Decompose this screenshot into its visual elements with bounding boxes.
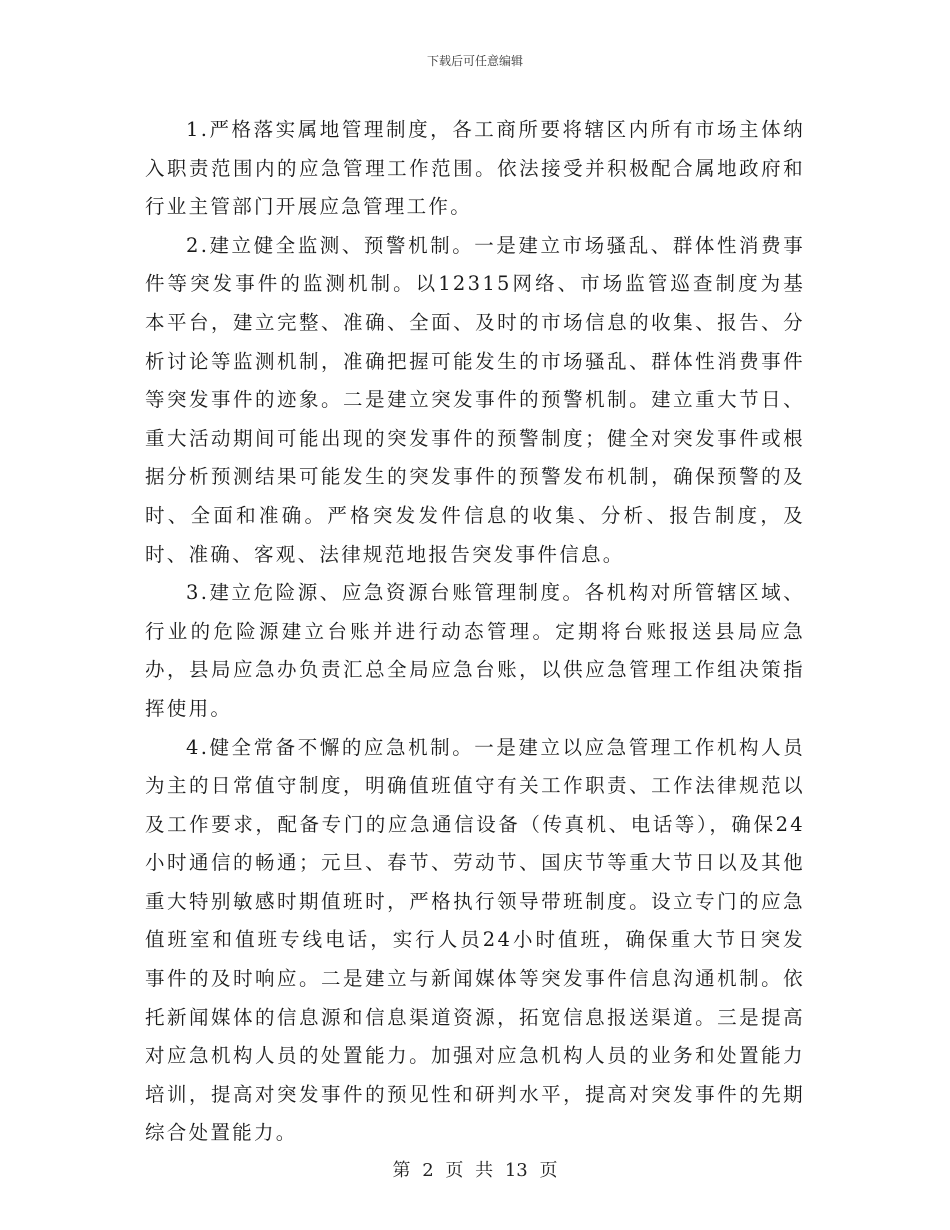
page-header: 下载后可任意编辑 (426, 54, 523, 68)
paragraph-2: 2.建立健全监测、预警机制。一是建立市场骚乱、群体性消费事件等突发事件的监测机制。以12315网络、市场监管巡查制度为基本平台，建立完整、准确、全面、及时的市场信息的收集、报告、分析讨论等监测机制，准确把握可能发生的市场骚乱、群体性消费事件等突发事件的迹象。二是建立突发事件的预警机制。建立重大节日、重大活动期间可能出现的突发事件的预警制度；健全对突发事件或根据分析预测结果可能发生的突发事件的预警发布机制，确保预警的及时、全面和准确。严格突发发件信息的收集、分析、报告制度，及时、准确、客观、法律规范地报告突发事件信息。 (145, 233, 805, 566)
page-number-footer: 第 2 页 共 13 页 (392, 1160, 558, 1181)
paragraph-3: 3.建立危险源、应急资源台账管理制度。各机构对所管辖区域、行业的危险源建立台账并进行动态管理。定期将台账报送县局应急办，县局应急办负责汇总全局应急台账，以供应急管理工作组决策指挥使用。 (145, 581, 805, 720)
document-body (145, 111, 805, 1153)
paragraph-1: 1.严格落实属地管理制度，各工商所要将辖区内所有市场主体纳入职责范围内的应急管理工作范围。依法接受并积极配合属地政府和行业主管部门开展应急管理工作。 (145, 118, 805, 219)
paragraph-4: 4.健全常备不懈的应急机制。一是建立以应急管理工作机构人员为主的日常值守制度，明确值班值守有关工作职责、工作法律规范以及工作要求，配备专门的应急通信设备（传真机、电话等），确保24小时通信的畅通；元旦、春节、劳动节、国庆节等重大节日以及其他重大特别敏感时期值班时，严格执行领导带班制度。设立专门的应急值班室和值班专线电话，实行人员24小时值班，确保重大节日突发事件的及时响应。二是建立与新闻媒体等突发事件信息沟通机制。依托新闻媒体的信息源和信息渠道资源，拓宽信息报送渠道。三是提高对应急机构人员的处置能力。加强对应急机构人员的业务和处置能力培训，提高对突发事件的预见性和研判水平，提高对突发事件的先期综合处置能力。 (145, 735, 805, 1145)
